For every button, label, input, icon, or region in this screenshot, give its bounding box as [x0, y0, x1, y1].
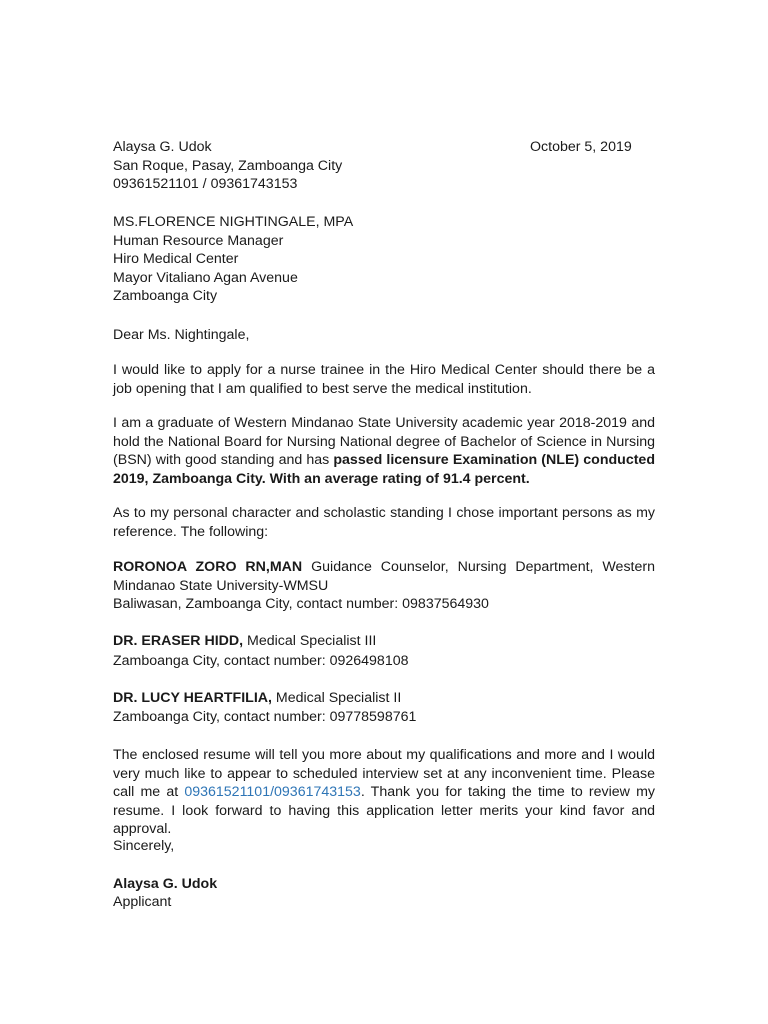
reference-item: [113, 632, 376, 651]
paragraph-closing: [113, 746, 655, 839]
signer-name: Alaysa G. Udok: [113, 876, 218, 892]
paragraph-closing-text-end: . Thank you for taking the time to review my resume. I look forward to having this application letter merits your kind favor and approval.: [113, 784, 656, 838]
reference-name: DR. ERASER HIDD,: [113, 633, 244, 649]
sender-name: Alaysa G. Udok: [113, 139, 212, 155]
recipient-name: MS.FLORENCE NIGHTINGALE, MPA: [113, 214, 354, 230]
sender-block: [113, 138, 342, 194]
recipient-block: [113, 213, 353, 306]
recipient-street: Mayor Vitaliano Agan Avenue: [113, 269, 298, 286]
reference-contact: Zamboanga City, contact number: 09778598761: [113, 709, 417, 725]
paragraph-education-text: I am a graduate of Western Mindanao State University academic year 2018-2019 and hold the National Board for Nursing National degree of Bachelor of Science in Nursing (BSN) with good standing and has: [113, 415, 655, 469]
signer-title: Applicant: [113, 894, 172, 910]
paragraph-references-intro: As to my personal character and scholastic standing I chose important persons as my reference. The following:: [113, 505, 655, 540]
reference-role: Medical Specialist II: [271, 690, 402, 706]
reference-item: [113, 558, 655, 595]
reference-role: Medical Specialist III: [243, 633, 377, 649]
recipient-city: Zamboanga City: [113, 288, 218, 305]
salutation: Dear Ms. Nightingale,: [113, 327, 250, 343]
sender-address: San Roque, Pasay, Zamboanga City: [113, 157, 343, 174]
letter-date: October 5, 2019: [530, 139, 632, 155]
reference-item: [113, 689, 401, 708]
recipient-org: Hiro Medical Center: [113, 251, 239, 268]
reference-contact: Baliwasan, Zamboanga City, contact number: 09837564930: [113, 596, 489, 612]
paragraph-education-bold: passed licensure Examination (NLE) conducted 2019, Zamboanga City. With an average rating of 91.4 percent.: [113, 452, 655, 487]
reference-contact: Zamboanga City, contact number: 0926498108: [113, 653, 409, 669]
closing-word: Sincerely,: [113, 838, 175, 854]
paragraph-closing-text: The enclosed resume will tell you more about my qualifications and more and I would very much like to appear to scheduled interview set at any inconvenient time. Please call me at: [113, 747, 655, 801]
reference-name: RORONOA ZORO RN,MAN: [113, 559, 303, 575]
paragraph-intro: I would like to apply for a nurse trainee in the Hiro Medical Center should there be a job opening that I am qualified to best serve the medical institution.: [113, 362, 655, 397]
paragraph-education: [113, 414, 655, 488]
reference-name: DR. LUCY HEARTFILIA,: [113, 690, 272, 706]
reference-role: Guidance Counselor, Nursing Department, Western Mindanao State University-WMSU: [113, 559, 655, 594]
recipient-title: Human Resource Manager: [113, 232, 284, 249]
phone-link[interactable]: 09361521101/09361743153: [184, 784, 361, 801]
sender-phones: 09361521101 / 09361743153: [113, 176, 298, 193]
